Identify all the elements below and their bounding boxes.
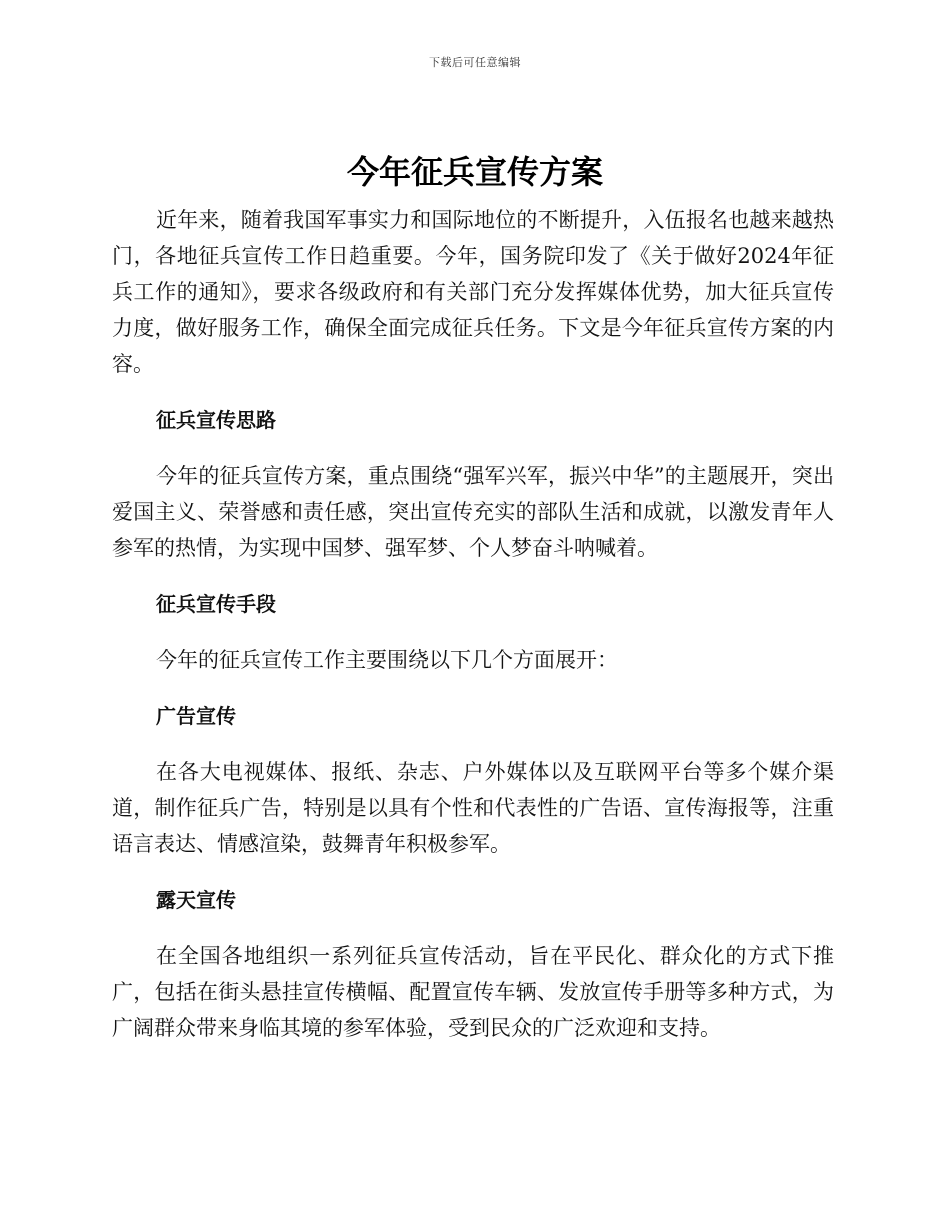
intro-paragraph: 近年来，随着我国军事实力和国际地位的不断提升，入伍报名也越来越热门，各地征兵宣传工作日趋重要。今年，国务院印发了《关于做好2024年征兵工作的通知》，要求各级政府和有关部门充分发挥媒体优势，加大征兵宣传力度，做好服务工作，确保全面完成征兵任务。下文是今年征兵宣传方案的内容。 [112, 208, 834, 376]
means-paragraph: 今年的征兵宣传工作主要围绕以下几个方面展开： [156, 648, 618, 672]
spacer [112, 566, 834, 586]
spacer [112, 678, 834, 698]
spacer [112, 734, 834, 754]
spacer [112, 622, 834, 642]
document-title: 今年征兵宣传方案 [346, 153, 603, 191]
section-heading-outdoor: 露天宣传 [156, 888, 236, 912]
spacer [112, 438, 834, 458]
section-heading-approach: 征兵宣传思路 [156, 408, 276, 432]
document-body [112, 202, 834, 1046]
approach-paragraph: 今年的征兵宣传方案，重点围绕“强军兴军，振兴中华”的主题展开，突出爱国主义、荣誉感和责任感，突出宣传充实的部队生活和成就，以激发青年人参军的热情，为实现中国梦、强军梦、个人梦奋斗呐喊着。 [112, 464, 834, 560]
spacer [112, 918, 834, 938]
ads-paragraph: 在各大电视媒体、报纸、杂志、户外媒体以及互联网平台等多个媒介渠道，制作征兵广告，特别是以具有个性和代表性的广告语、宣传海报等，注重语言表达、情感渲染，鼓舞青年积极参军。 [112, 760, 834, 856]
section-heading-means: 征兵宣传手段 [156, 592, 276, 616]
header-note: 下载后可任意编辑 [429, 56, 521, 69]
spacer [112, 862, 834, 882]
outdoor-paragraph: 在全国各地组织一系列征兵宣传活动，旨在平民化、群众化的方式下推广，包括在街头悬挂宣传横幅、配置宣传车辆、发放宣传手册等多种方式，为广阔群众带来身临其境的参军体验，受到民众的广泛欢迎和支持。 [112, 944, 834, 1040]
spacer [112, 382, 834, 402]
section-heading-ads: 广告宣传 [156, 704, 236, 728]
